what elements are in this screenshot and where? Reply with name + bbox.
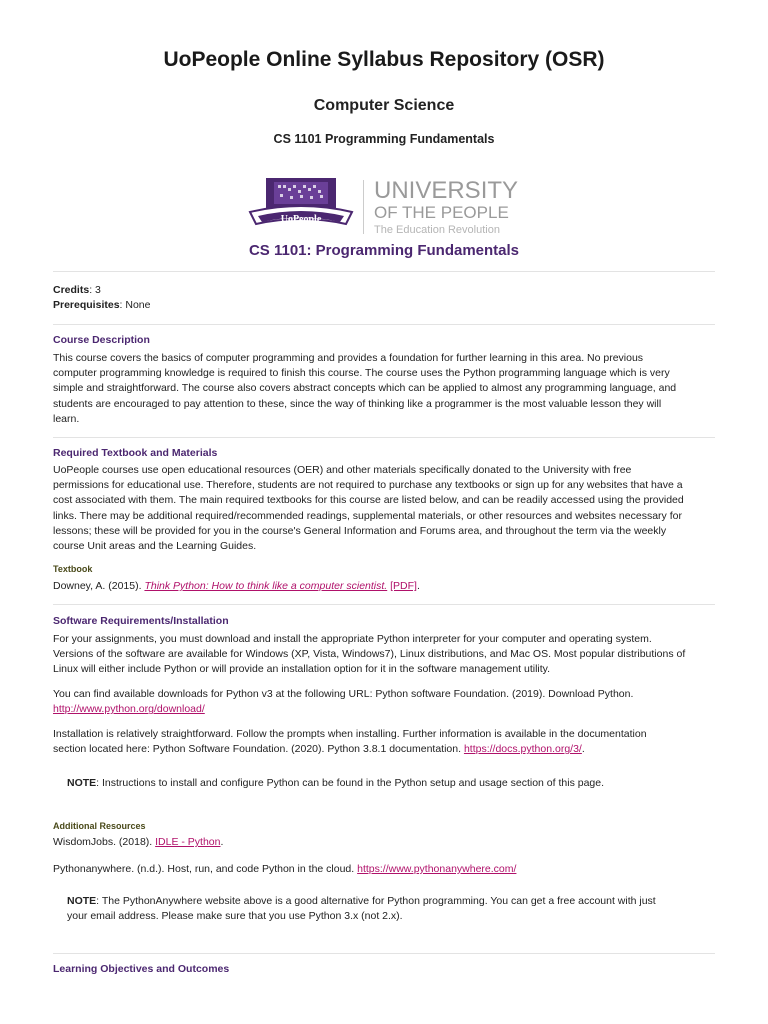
credits-line: Credits: 3 (53, 284, 101, 296)
software-note: NOTE: Instructions to install and configure Python can be found in the Python setup and usage section of this page. (67, 777, 605, 789)
textbook-label: Textbook (53, 564, 93, 574)
learning-objectives-heading: Learning Objectives and Outcomes (53, 963, 230, 975)
software-para-1: For your assignments, you must download and install the appropriate Python interpreter for your computer and operating system. Versions of the software are available for Windows (XP, Vista, Windows7), Linux distributions, and Mac OS. Most popular distributions of Linux will either include Python or will provide an installation option for it in the software management utility. (53, 633, 686, 676)
textbook-pdf-link[interactable]: [PDF] (390, 580, 417, 592)
textbook-link[interactable]: Think Python: How to think like a computer scientist. (144, 580, 388, 592)
university-logo (246, 172, 536, 242)
course-title: CS 1101: Programming Fundamentals (248, 242, 520, 259)
department-heading: Computer Science (313, 97, 455, 114)
divider (53, 324, 715, 325)
course-description-heading: Course Description (53, 334, 150, 346)
additional-resources-label: Additional Resources (53, 821, 146, 831)
software-para-2: You can find available downloads for Python v3 at the following URL: Python software Foundation. (2019). Download Python. http://www.python.org/download/ (53, 688, 634, 716)
textbook-citation: Downey, A. (2015). Think Python: How to think like a computer scientist. [PDF]. (53, 580, 420, 592)
software-heading: Software Requirements/Installation (53, 615, 229, 627)
uopeople-logo-icon (246, 172, 536, 242)
pythonanywhere-note: NOTE: The PythonAnywhere website above is a good alternative for Python programming. You can get a free account with just your email address. Please make sure that you use Python 3.x (not 2.x). (67, 895, 656, 923)
python-docs-link[interactable]: https://docs.python.org/3/ (463, 743, 582, 756)
prerequisites-line: Prerequisites: None (53, 299, 151, 311)
svg-text:UoPeople: UoPeople (280, 214, 322, 225)
svg-text:OF THE PEOPLE: OF THE PEOPLE (374, 203, 509, 222)
divider (53, 953, 715, 954)
svg-text:UNIVERSITY: UNIVERSITY (374, 177, 519, 204)
software-para-3: Installation is relatively straightforward. Follow the prompts when installing. Further information is available in the documentation section located here: Python Software Foundation. (2020). Python 3.8.1 documentation. https://docs.python.org/3/. (53, 728, 647, 756)
divider (53, 437, 715, 438)
svg-text:The Education Revolution: The Education Revolution (374, 224, 500, 236)
idle-python-link[interactable]: IDLE - Python (155, 836, 221, 848)
textbook-materials-heading: Required Textbook and Materials (53, 447, 218, 459)
additional-resource-2: Pythonanywhere. (n.d.). Host, run, and code Python in the cloud. https://www.pythonanywhere.com/ (53, 863, 517, 875)
divider (53, 604, 715, 605)
divider (53, 271, 715, 272)
course-code-heading: CS 1101 Programming Fundamentals (273, 132, 495, 146)
pythonanywhere-link[interactable]: https://www.pythonanywhere.com/ (357, 863, 517, 875)
page-title: UoPeople Online Syllabus Repository (OSR) (163, 48, 605, 71)
textbook-materials-text: UoPeople courses use open educational resources (OER) and other materials specifically donated to the University with free permissions for educational use. Therefore, students are not required to purchase any textbooks or sign up for any websites that have a cost associated with them. The main required textbooks for this course are listed below, and can be readily accessed using the provided links. There may be additional required/recommended readings, supplemental materials, or other resources and websites necessary for lessons; these will be provided for you in the course's General Information and Forums area, and throughout the term via the weekly course Unit areas and the Learning Guides. (53, 464, 684, 553)
additional-resource-1: WisdomJobs. (2018). IDLE - Python. (53, 836, 224, 848)
python-download-link[interactable]: http://www.python.org/download/ (53, 703, 205, 716)
course-description-text: This course covers the basics of computer programming and provides a foundation for further learning in this area. No previous computer programming knowledge is required to finish this course. The course uses the Python programming language which is very simple and straightforward. The course also covers abstract concepts which can be applied to almost any programming language, and students are encouraged to pay attention to these, since the way of thinking like a programmer is the most valuable lesson they will learn. (53, 352, 677, 425)
